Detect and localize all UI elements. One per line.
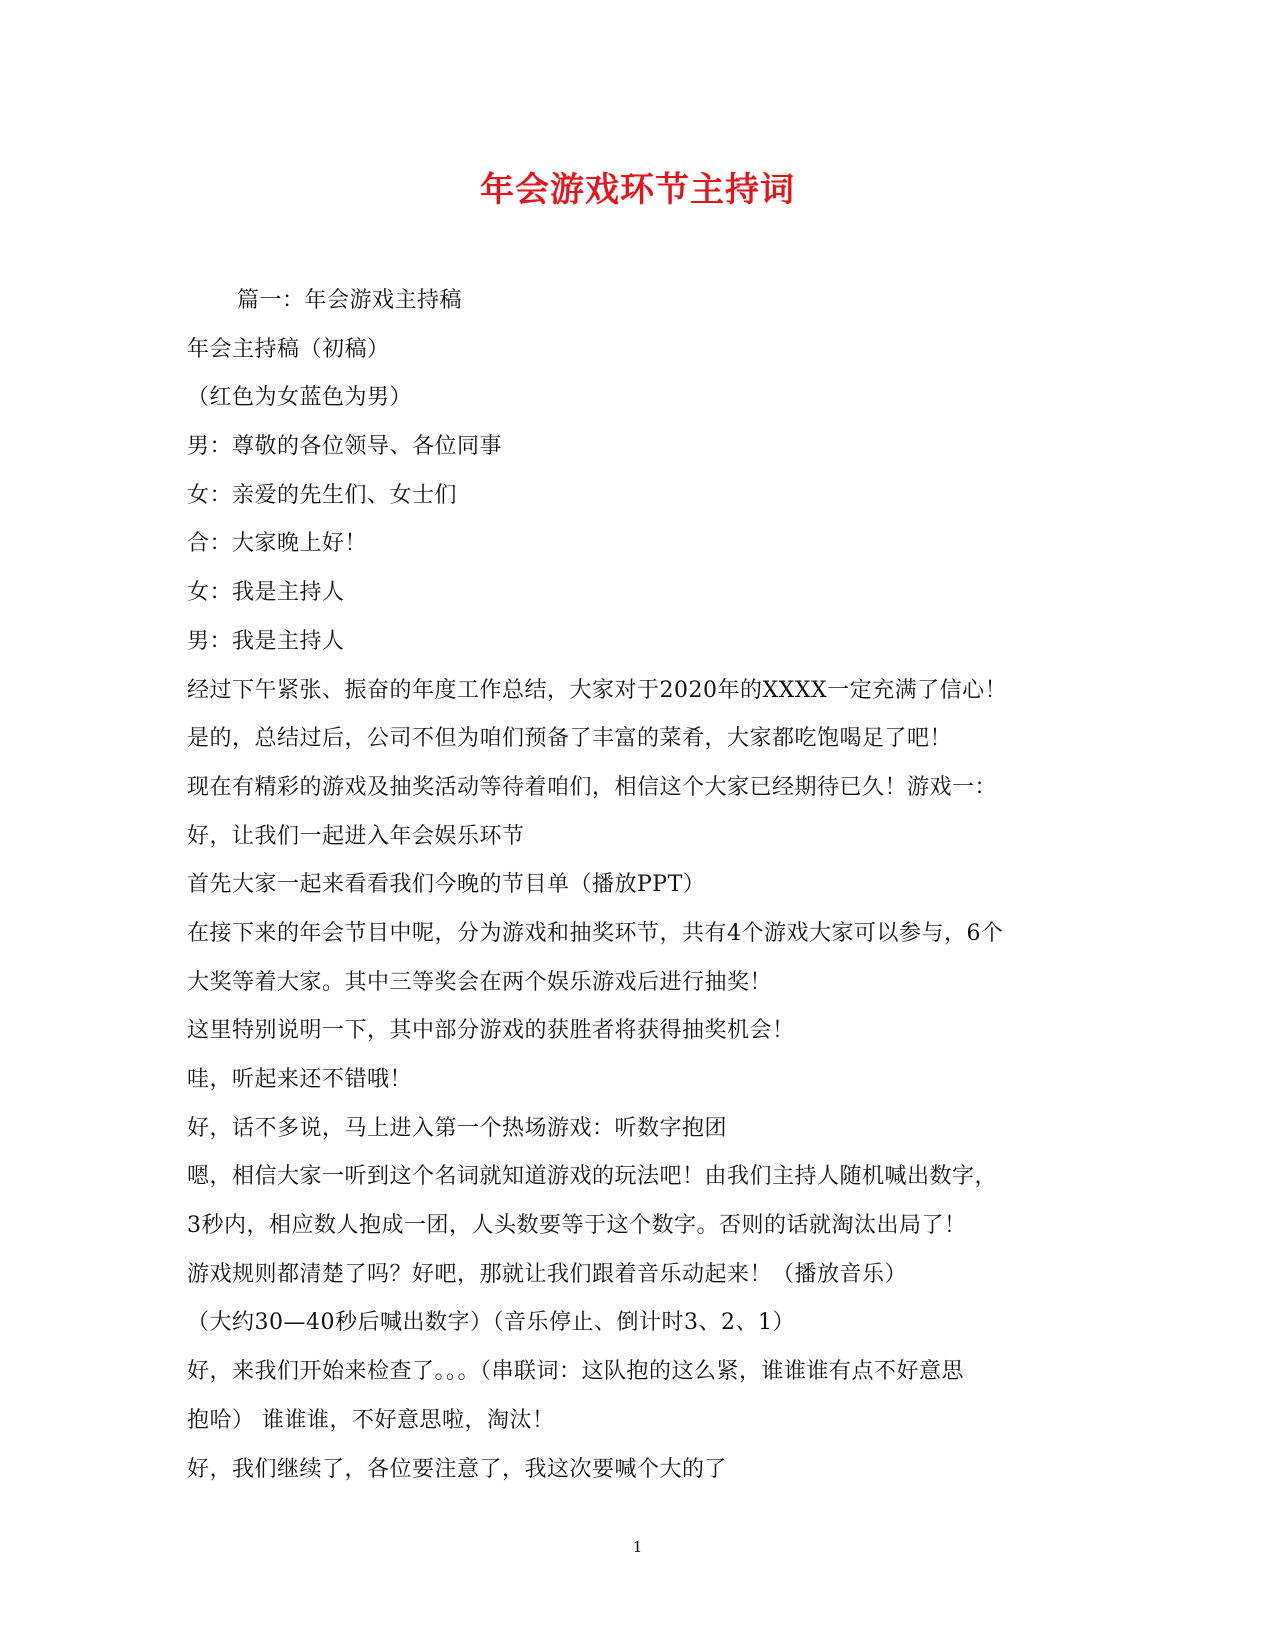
body-line: 经过下午紧张、振奋的年度工作总结，大家对于2020年的XXXX一定充满了信心！ xyxy=(187,677,1008,703)
body-line: 游戏规则都清楚了吗？好吧，那就让我们跟着音乐动起来！（播放音乐） xyxy=(187,1261,908,1287)
body-line: （大约30—40秒后喊出数字）（音乐停止、倒计时3、2、1） xyxy=(187,1310,795,1336)
body-line: 好，我们继续了，各位要注意了，我这次要喊个大的了 xyxy=(187,1456,728,1482)
body-line: 嗯，相信大家一听到这个名词就知道游戏的玩法吧！由我们主持人随机喊出数字， xyxy=(187,1164,998,1190)
body-line: 好，话不多说，马上进入第一个热场游戏：听数字抱团 xyxy=(187,1115,728,1141)
body-line: 好，来我们开始来检查了。。。（串联词：这队抱的这么紧，谁谁谁有点不好意思 xyxy=(187,1359,965,1385)
body-line: 好，让我们一起进入年会娱乐环节 xyxy=(187,823,525,849)
body-line: 女：我是主持人 xyxy=(187,580,345,606)
body-line: 在接下来的年会节目中呢，分为游戏和抽奖环节，共有4个游戏大家可以参与，6个 xyxy=(187,920,1004,946)
document-body xyxy=(187,277,1097,1494)
body-line: 首先大家一起来看看我们今晚的节目单（播放PPT） xyxy=(187,872,706,898)
body-line: 3秒内，相应数人抱成一团，人头数要等于这个数字。否则的话就淘汰出局了！ xyxy=(187,1213,967,1239)
body-line: 男：尊敬的各位领导、各位同事 xyxy=(187,434,503,460)
body-line: 女：亲爱的先生们、女士们 xyxy=(187,482,458,508)
body-line: 大奖等着大家。其中三等奖会在两个娱乐游戏后进行抽奖！ xyxy=(187,969,773,995)
body-line: 年会主持稿（初稿） xyxy=(187,336,390,362)
body-line: 抱哈） 谁谁谁，不好意思啦，淘汰！ xyxy=(187,1407,555,1433)
body-line: 哇，听起来还不错哦！ xyxy=(187,1067,413,1092)
section-heading: 篇一：年会游戏主持稿 xyxy=(237,288,463,313)
body-line: 是的，总结过后，公司不但为咱们预备了丰富的菜肴，大家都吃饱喝足了吧！ xyxy=(187,726,953,752)
document-title: 年会游戏环节主持词 xyxy=(480,170,795,210)
body-line: （红色为女蓝色为男） xyxy=(187,385,413,411)
body-line: 男：我是主持人 xyxy=(187,628,345,654)
body-line: 现在有精彩的游戏及抽奖活动等待着咱们，相信这个大家已经期待已久！游戏一： xyxy=(187,774,998,800)
body-line: 这里特别说明一下，其中部分游戏的获胜者将获得抽奖机会！ xyxy=(187,1018,795,1044)
page-number: 1 xyxy=(632,1538,643,1556)
body-line: 合：大家晚上好！ xyxy=(187,531,368,557)
